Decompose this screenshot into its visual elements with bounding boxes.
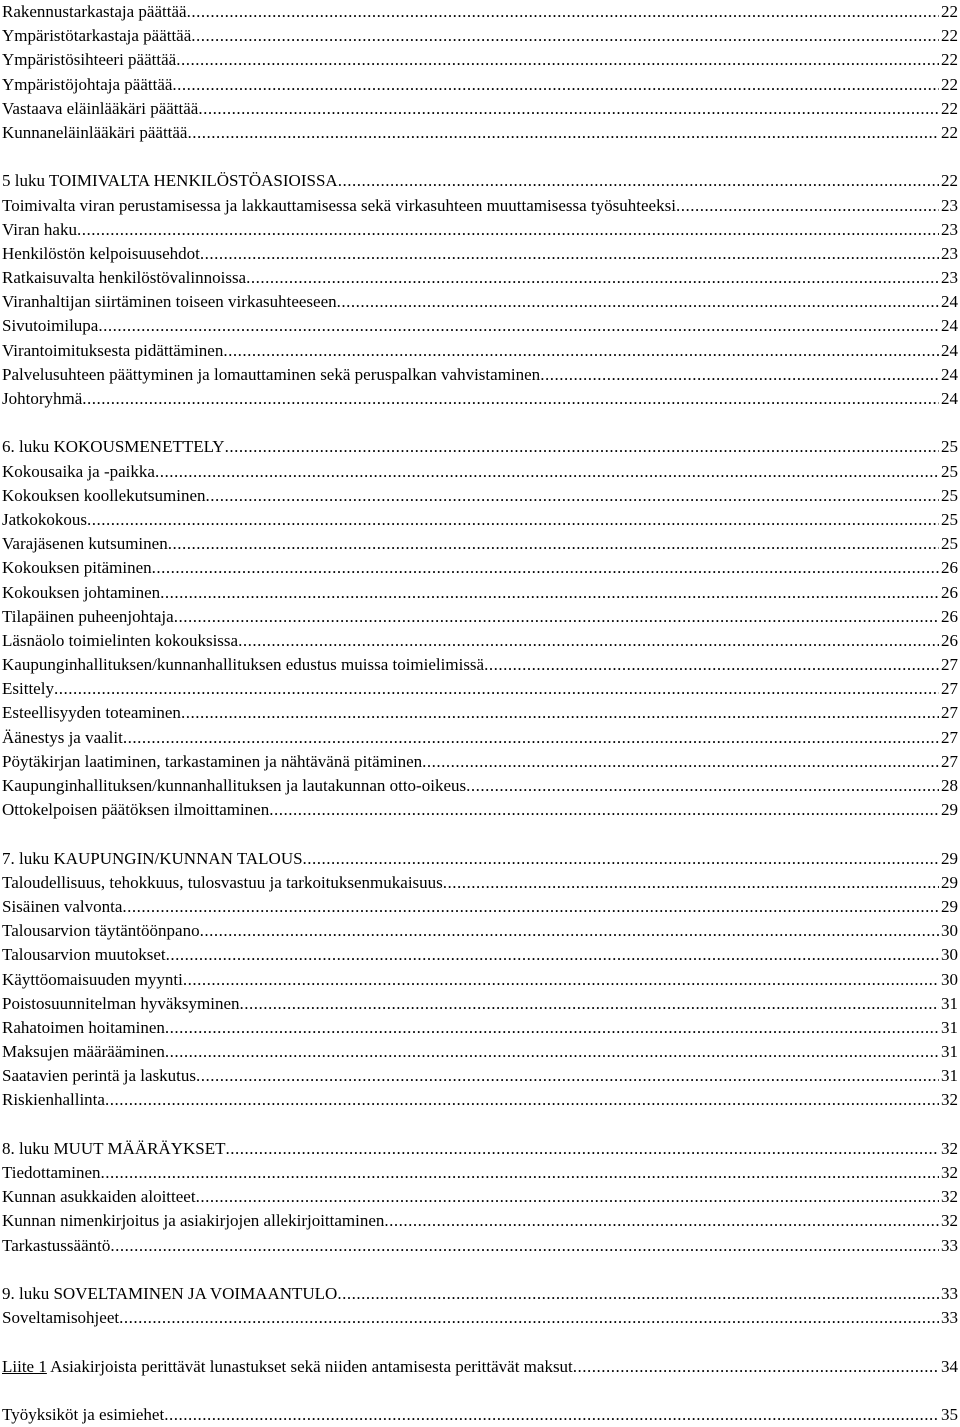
toc-entry[interactable] [2, 1355, 958, 1379]
dot-leader [98, 314, 939, 338]
dot-leader [238, 629, 939, 653]
dot-leader [676, 194, 939, 218]
toc-entry[interactable] [2, 1137, 958, 1161]
dot-leader [540, 363, 939, 387]
toc-entry-page-number: 23 [941, 219, 958, 239]
toc-entry-page-number: 22 [941, 74, 958, 94]
dot-leader [172, 73, 939, 97]
toc-entry-page-number: 33 [941, 1308, 958, 1328]
toc-entry-page-number: 32 [941, 1138, 958, 1158]
toc-entry[interactable] [2, 0, 958, 24]
table-of-contents [2, 0, 958, 1427]
dot-leader [443, 871, 939, 895]
dot-leader [183, 968, 939, 992]
toc-entry-page-number: 30 [941, 945, 958, 965]
toc-entry-page-number: 22 [941, 2, 958, 21]
toc-entry-title: Henkilöstön kelpoisuusehdot [2, 243, 200, 263]
dot-leader [181, 701, 939, 725]
toc-entry[interactable] [2, 919, 958, 943]
toc-entry-page-number: 32 [941, 1187, 958, 1207]
dot-leader [152, 556, 939, 580]
toc-entry-title: Virantoimituksesta pidättäminen [2, 340, 224, 360]
toc-entry-page-number: 23 [941, 195, 958, 215]
toc-entry-title [2, 1355, 573, 1379]
toc-entry-title: Ympäristöjohtaja päättää [2, 74, 173, 94]
toc-entry[interactable] [2, 1403, 958, 1427]
toc-entry-title: Rakennustarkastaja päättää [2, 2, 187, 21]
toc-entry[interactable] [2, 677, 958, 701]
toc-entry[interactable] [2, 48, 958, 72]
toc-entry-page-number: 26 [941, 558, 958, 578]
toc-entry[interactable] [2, 218, 958, 242]
toc-entry-page-number: 27 [941, 727, 958, 747]
toc-entry-page-number: 22 [941, 26, 958, 46]
toc-entry-page-number: 24 [941, 340, 958, 360]
toc-entry-title: Soveltamisohjeet [2, 1308, 120, 1328]
toc-entry-page-number: 26 [941, 630, 958, 650]
toc-entry[interactable] [2, 290, 958, 314]
dot-leader [269, 798, 939, 822]
dot-leader [110, 1234, 939, 1258]
toc-entry[interactable] [2, 1234, 958, 1258]
dot-leader [187, 121, 939, 145]
toc-entry[interactable] [2, 73, 958, 97]
toc-entry-title: 5 luku TOIMIVALTA HENKILÖSTÖASIOISSA [2, 171, 338, 191]
toc-entry[interactable] [2, 798, 958, 822]
toc-entry-page-number: 22 [941, 171, 958, 191]
toc-entry[interactable] [2, 629, 958, 653]
toc-entry[interactable] [2, 943, 958, 967]
toc-entry-title: Rahatoimen hoitaminen [2, 1017, 165, 1037]
toc-entry-title: Vastaava eläinlääkäri päättää [2, 98, 199, 118]
toc-entry-title: Kokouksen pitäminen [2, 558, 152, 578]
toc-entry-title: Sisäinen valvonta [2, 896, 123, 916]
dot-leader [223, 339, 939, 363]
toc-entry-page-number: 27 [941, 655, 958, 675]
toc-entry[interactable] [2, 97, 958, 121]
toc-entry-page-number: 29 [941, 872, 958, 892]
dot-leader [226, 1137, 939, 1161]
toc-entry-title: Kaupunginhallituksen/kunnanhallituksen ja lautakunnan otto-oikeus [2, 776, 467, 795]
toc-entry-page-number: 33 [941, 1283, 958, 1303]
toc-entry-page-number: 29 [941, 800, 958, 820]
toc-entry-page-number: 25 [941, 509, 958, 529]
toc-entry[interactable] [2, 266, 958, 290]
dot-leader [165, 1016, 939, 1040]
toc-entry-title: Ratkaisuvalta henkilöstövalinnoissa [2, 268, 247, 288]
dot-leader [122, 895, 939, 919]
dot-leader [303, 847, 939, 871]
toc-entry-page-number: 31 [941, 1017, 958, 1037]
toc-entry-title: Pöytäkirjan laatiminen, tarkastaminen ja nähtävänä pitäminen [2, 751, 423, 771]
toc-entry-page-number: 29 [941, 848, 958, 868]
toc-entry[interactable] [2, 314, 958, 338]
toc-entry[interactable] [2, 701, 958, 725]
toc-entry-title: Ympäristösihteeri päättää [2, 50, 177, 70]
toc-entry-page-number: 31 [941, 993, 958, 1013]
toc-entry-title: Käyttöomaisuuden myynti [2, 969, 183, 989]
dot-leader [337, 290, 939, 314]
dot-leader [225, 435, 939, 459]
toc-entry-page-number: 22 [941, 98, 958, 118]
toc-entry-title: Toimivalta viran perustamisessa ja lakkauttamisessa sekä virkasuhteen muuttamisessa työsuhteeksi [2, 195, 676, 215]
dot-leader [573, 1355, 939, 1379]
toc-entry-page-number: 28 [941, 776, 958, 795]
toc-entry-title: Kunnan nimenkirjoitus ja asiakirjojen allekirjoittaminen [2, 1211, 385, 1231]
dot-leader [196, 1064, 939, 1088]
toc-entry[interactable] [2, 363, 958, 387]
toc-entry-title: Työyksiköt ja esimiehet [2, 1404, 165, 1424]
dot-leader [123, 726, 939, 750]
toc-entry-title: Palvelusuhteen päättyminen ja lomauttaminen sekä peruspalkan vahvistaminen [2, 364, 541, 384]
dot-leader [164, 1403, 939, 1427]
dot-leader [155, 460, 939, 484]
toc-entry-title: Esittely [2, 679, 54, 699]
dot-leader [160, 581, 939, 605]
toc-entry-title: Tarkastussääntö [2, 1235, 111, 1255]
toc-entry-page-number: 30 [941, 969, 958, 989]
toc-entry-title: Kunnaneläinlääkäri päättää [2, 122, 188, 142]
toc-entry[interactable] [2, 653, 958, 677]
toc-entry[interactable] [2, 1185, 958, 1209]
dot-leader [165, 1040, 939, 1064]
dot-leader [82, 387, 939, 411]
toc-entry-page-number: 23 [941, 243, 958, 263]
toc-entry[interactable] [2, 1282, 958, 1306]
toc-entry[interactable] [2, 532, 958, 556]
dot-leader [200, 919, 939, 943]
toc-entry-title: Kokouksen johtaminen [2, 582, 161, 602]
toc-entry[interactable] [2, 992, 958, 1016]
toc-entry[interactable] [2, 895, 958, 919]
toc-entry[interactable] [2, 242, 958, 266]
toc-entry-title: Tiedottaminen [2, 1163, 101, 1182]
toc-entry-title: Ympäristötarkastaja päättää [2, 26, 192, 46]
dot-leader [240, 992, 939, 1016]
toc-entry-page-number: 25 [941, 485, 958, 505]
toc-entry[interactable] [2, 387, 958, 411]
toc-entry-title: Talousarvion muutokset [2, 945, 166, 965]
dot-leader [166, 943, 939, 967]
toc-entry-title: Riskienhallinta [2, 1090, 105, 1110]
toc-entry[interactable] [2, 24, 958, 48]
toc-entry-page-number: 27 [941, 703, 958, 723]
toc-entry-title: Viranhaltijan siirtäminen toiseen virkasuhteeseen [2, 292, 337, 312]
toc-entry-title: Johtoryhmä [2, 389, 83, 408]
toc-entry[interactable] [2, 1088, 958, 1112]
dot-leader [54, 677, 939, 701]
toc-entry-title: Esteellisyyden toteaminen [2, 703, 181, 723]
toc-entry[interactable] [2, 1064, 958, 1088]
toc-entry[interactable] [2, 508, 958, 532]
toc-entry-title: Läsnäolo toimielinten kokouksissa [2, 630, 239, 650]
dot-leader [200, 242, 939, 266]
toc-entry[interactable] [2, 460, 958, 484]
toc-entry[interactable] [2, 750, 958, 774]
toc-entry-title: Äänestys ja vaalit [2, 727, 123, 747]
toc-entry-title: Taloudellisuus, tehokkuus, tulosvastuu ja tarkoituksenmukaisuus [2, 872, 443, 892]
dot-leader [87, 508, 939, 532]
dot-leader [466, 774, 939, 798]
dot-leader [337, 1282, 939, 1306]
toc-entry[interactable] [2, 339, 958, 363]
toc-entry-title: 6. luku KOKOUSMENETTELY [2, 437, 225, 457]
toc-entry[interactable] [2, 1209, 958, 1233]
dot-leader [338, 169, 939, 193]
dot-leader [119, 1306, 939, 1330]
toc-entry-page-number: 25 [941, 461, 958, 481]
toc-entry-page-number: 30 [941, 921, 958, 941]
toc-entry-page-number: 27 [941, 679, 958, 699]
toc-entry-page-number: 24 [941, 389, 958, 408]
toc-entry-page-number: 26 [941, 606, 958, 626]
toc-entry[interactable] [2, 1161, 958, 1185]
toc-entry[interactable] [2, 121, 958, 145]
toc-entry[interactable] [2, 847, 958, 871]
toc-entry[interactable] [2, 556, 958, 580]
toc-entry-page-number: 31 [941, 1066, 958, 1086]
toc-entry-page-number: 35 [941, 1404, 958, 1424]
toc-entry[interactable] [2, 1016, 958, 1040]
toc-entry[interactable] [2, 1040, 958, 1064]
toc-entry-title: Talousarvion täytäntöönpano [2, 921, 200, 941]
toc-entry-title: 9. luku SOVELTAMINEN JA VOIMAANTULO [2, 1283, 338, 1303]
toc-entry[interactable] [2, 1306, 958, 1330]
toc-entry-page-number: 32 [941, 1163, 958, 1182]
dot-leader [206, 484, 939, 508]
dot-leader [77, 218, 939, 242]
toc-entry-page-number: 25 [941, 534, 958, 554]
dot-leader [187, 0, 939, 24]
dot-leader [246, 266, 939, 290]
toc-entry-page-number: 24 [941, 292, 958, 312]
toc-entry-title: Jatkokokous [2, 509, 87, 529]
toc-entry-page-number: 33 [941, 1235, 958, 1255]
dot-leader [105, 1088, 939, 1112]
toc-entry[interactable] [2, 726, 958, 750]
toc-entry-page-number: 32 [941, 1090, 958, 1110]
toc-entry-title: Sivutoimilupa [2, 316, 99, 336]
toc-entry-page-number: 22 [941, 122, 958, 142]
toc-entry-prefix: Liite 1 [2, 1356, 47, 1376]
toc-entry-page-number: 32 [941, 1211, 958, 1231]
dot-leader [168, 532, 939, 556]
dot-leader [196, 1185, 939, 1209]
dot-leader [191, 24, 939, 48]
toc-entry-title: Kunnan asukkaiden aloitteet [2, 1187, 196, 1207]
toc-entry-title: Viran haku [2, 219, 77, 239]
dot-leader [174, 605, 939, 629]
dot-leader [484, 653, 939, 677]
dot-leader [176, 48, 939, 72]
toc-entry-title: Saatavien perintä ja laskutus [2, 1066, 197, 1086]
toc-entry-page-number: 31 [941, 1042, 958, 1062]
toc-entry-page-number: 24 [941, 316, 958, 336]
toc-entry-title: Kaupunginhallituksen/kunnanhallituksen edustus muissa toimielimissä [2, 655, 485, 675]
toc-entry-page-number: 26 [941, 582, 958, 602]
toc-entry[interactable] [2, 605, 958, 629]
dot-leader [384, 1209, 939, 1233]
toc-entry[interactable] [2, 435, 958, 459]
toc-entry-title: Tilapäinen puheenjohtaja [2, 606, 174, 626]
toc-entry-title: 7. luku KAUPUNGIN/KUNNAN TALOUS [2, 848, 303, 868]
toc-entry-page-number: 25 [941, 437, 958, 457]
toc-entry-title: Ottokelpoisen päätöksen ilmoittaminen [2, 800, 270, 820]
toc-entry-title-text: Asiakirjoista perittävät lunastukset sekä niiden antamisesta perittävät maksut [46, 1356, 573, 1376]
toc-entry-title: 8. luku MUUT MÄÄRÄYKSET [2, 1138, 226, 1158]
toc-entry-page-number: 24 [941, 364, 958, 384]
toc-entry-page-number: 27 [941, 751, 958, 771]
dot-leader [101, 1161, 939, 1185]
toc-entry-page-number: 22 [941, 50, 958, 70]
toc-entry-page-number: 29 [941, 896, 958, 916]
toc-entry-title: Poistosuunnitelman hyväksyminen [2, 993, 240, 1013]
toc-entry-title: Varajäsenen kutsuminen [2, 534, 168, 554]
toc-entry-title: Maksujen määrääminen [2, 1042, 165, 1062]
toc-entry-page-number: 34 [941, 1356, 958, 1376]
toc-entry[interactable] [2, 581, 958, 605]
toc-entry[interactable] [2, 774, 958, 798]
dot-leader [198, 97, 939, 121]
toc-entry[interactable] [2, 484, 958, 508]
toc-entry-title: Kokousaika ja -paikka [2, 461, 155, 481]
dot-leader [422, 750, 939, 774]
toc-entry-page-number: 23 [941, 268, 958, 288]
toc-entry-title: Kokouksen koollekutsuminen [2, 485, 206, 505]
toc-entry[interactable] [2, 169, 958, 193]
toc-entry[interactable] [2, 968, 958, 992]
toc-entry[interactable] [2, 871, 958, 895]
toc-entry[interactable] [2, 194, 958, 218]
